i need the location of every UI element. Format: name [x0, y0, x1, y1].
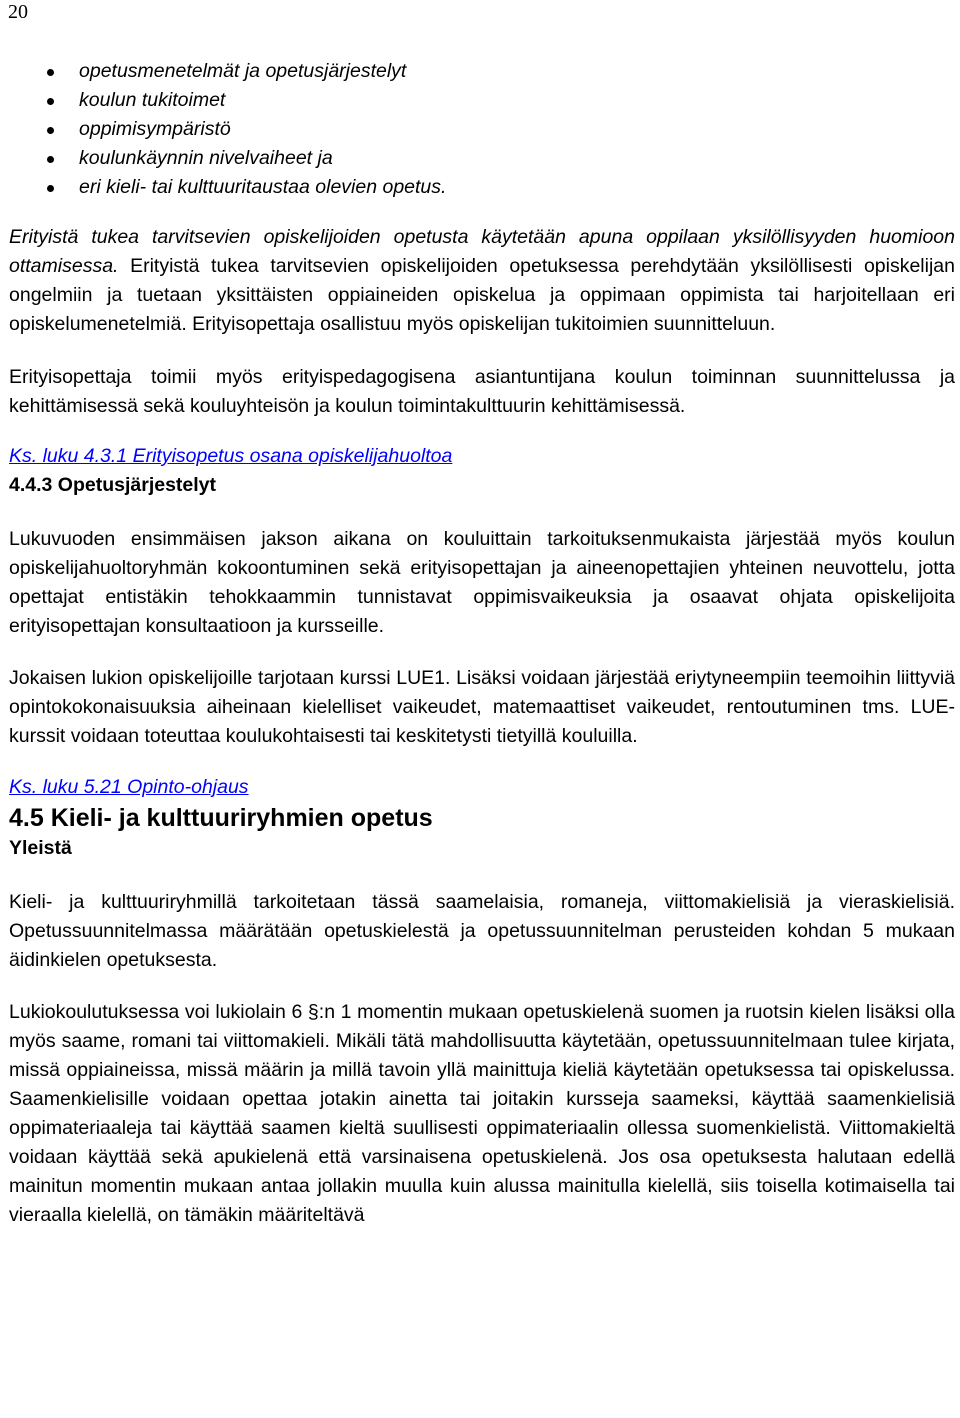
italic-sentence: Erityistä tukea tarvitsevien opiskelijoiden opetusta käytetään apuna oppilaan yksilöllisyyden huomioon ottamisessa.	[9, 226, 955, 277]
bullet-icon	[47, 156, 54, 163]
language-of-instruction-paragraph: Lukiokoulutuksessa voi lukiolain 6 §:n 1 momentin mukaan opetuskielenä suomen ja ruotsin kielen lisäksi olla myös saame, romani tai viittomakieli. Mikäli tätä mahdollisuutta käytetään, opetussuunnitelmaan tulee kirjata, missä oppiaineissa, missä määrin ja millä tavoin yllä mainittuja kieliä käytetään opetuksessa tai opiskelussa. Saamenkielisille voidaan opettaa jotakin ainetta tai joitakin kursseja saameksi, käyttää saamenkielisiä oppimateriaaleja tai käyttää saamen kieltä suullisesti oppimateriaalin ollessa suomenkielistä. Viittomakieltä voidaan käyttää sekä apukielenä että varsinaisena opetuskielenä. Jos osa opetuksesta halutaan edellä mainitun momentin mukaan antaa jollakin muulla kuin alussa mainitulla kielellä, siis toisella kotimaisella tai vieraalla kielellä, on tämäkin määriteltävä	[9, 1001, 955, 1226]
list-item-text: eri kieli- tai kulttuuritaustaa olevien opetus.	[79, 176, 447, 198]
chapter-5-21-link[interactable]: Ks. luku 5.21 Opinto-ohjaus	[9, 776, 249, 798]
section-heading-4-5: 4.5 Kieli- ja kulttuuriryhmien opetus	[9, 804, 433, 832]
bullet-icon	[47, 98, 54, 105]
bullet-icon	[47, 69, 54, 76]
bullet-icon	[47, 185, 54, 192]
list-item	[9, 115, 955, 144]
normal-sentences: Erityistä tukea tarvitsevien opiskelijoiden opetuksessa perehdytään yksilöllisesti opiskelijan ongelmiin ja tuetaan yksittäisten oppiaineiden opiskelua ja oppimaan oppimista tai harjoitellaan eri opiskelumenetelmiä. Erityisopettaja osallistuu myös opiskelijan tukitoimien suunnitteluun.	[9, 255, 955, 335]
teaching-arrangements-paragraph: Lukuvuoden ensimmäisen jakson aikana on kouluittain tarkoituksenmukaista järjestää myös koulun opiskelijahuoltoryhmän kokoontuminen sekä erityisopettajan ja aineenopettajien yhteinen neuvottelu, jotta opettajat entistäkin tehokkaammin tunnistavat oppimisvaikeuksia ja osaavat ohjata opiskelijoita erityisopettajan konsultaatioon ja kursseille.	[9, 528, 955, 637]
list-item	[9, 173, 955, 202]
special-teacher-paragraph: Erityisopettaja toimii myös erityispedagogisena asiantuntijana koulun toiminnan suunnittelussa ja kehittämisessä sekä kouluyhteisön ja koulun toimintakulttuurin kehittämisessä.	[9, 366, 955, 417]
section-heading-4-4-3: 4.4.3 Opetusjärjestelyt	[9, 474, 217, 496]
list-item-text: koulunkäynnin nivelvaiheet ja	[79, 147, 333, 169]
reference-line	[9, 773, 955, 802]
list-item-text: opetusmenetelmät ja opetusjärjestelyt	[79, 60, 407, 82]
chapter-4-3-1-link[interactable]: Ks. luku 4.3.1 Erityisopetus osana opiskelijahuoltoa	[9, 445, 453, 467]
list-item-text: koulun tukitoimet	[79, 89, 226, 111]
subheading-yleista: Yleistä	[9, 837, 72, 859]
bullet-list	[9, 57, 955, 202]
list-item	[9, 57, 955, 86]
language-groups-paragraph: Kieli- ja kulttuuriryhmillä tarkoitetaan tässä saamelaisia, romaneja, viittomakielisiä ja vieraskielisiä. Opetussuunnitelmassa määrätään opetuskielestä ja opetussuunnitelman perusteiden kohdan 5 mukaan äidinkielen opetuksesta.	[9, 891, 955, 971]
lue-course-paragraph: Jokaisen lukion opiskelijoille tarjotaan kurssi LUE1. Lisäksi voidaan järjestää eriytyneempiin teemoihin liittyviä opintokokonaisuuksia aiheinaan kielelliset vaikeudet, matemaattiset vaikeudet, rentoutuminen tms. LUE-kurssit voidaan toteuttaa koulukohtaisesti tai keskitetysti tietyillä kouluilla.	[9, 667, 955, 747]
list-item	[9, 86, 955, 115]
page-number: 20	[8, 1, 28, 23]
bullet-icon	[47, 127, 54, 134]
list-item	[9, 144, 955, 173]
list-item-text: oppimisympäristö	[79, 118, 231, 140]
document-body	[9, 57, 955, 1230]
reference-line	[9, 442, 955, 471]
special-support-paragraph	[9, 223, 955, 339]
